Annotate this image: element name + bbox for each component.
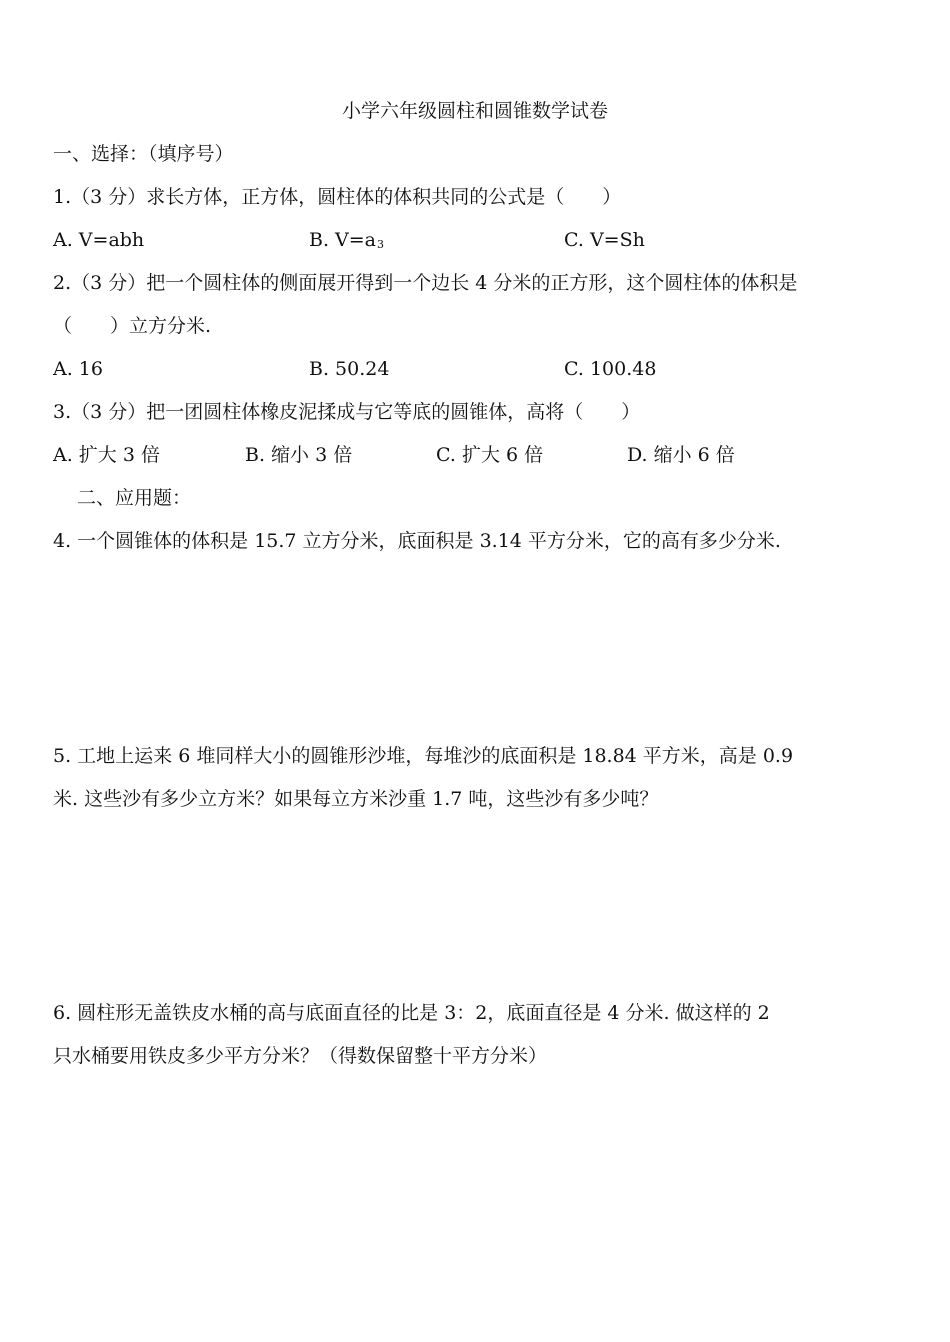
q2-option-c: C. 100.48 [564, 358, 657, 380]
section-two-heading: 二、应用题： [77, 487, 192, 509]
question-3: 3.（3 分）把一团圆柱体橡皮泥揉成与它等底的圆锥体，高将（ ） [53, 401, 641, 423]
q2-option-b: B. 50.24 [309, 358, 390, 380]
section-one-heading: 一、选择：（填序号） [53, 143, 234, 165]
question-2-line-2: （ ）立方分米. [53, 315, 212, 337]
question-4: 4. 一个圆锥体的体积是 15.7 立方分米，底面积是 3.14 平方分米，它的高有多少分米. [53, 530, 781, 552]
q1-option-b-base: B. V=a [309, 229, 377, 251]
q1-option-b-exponent: 3 [377, 238, 385, 251]
question-2-line-1: 2.（3 分）把一个圆柱体的侧面展开得到一个边长 4 分米的正方形，这个圆柱体的体积是 [53, 272, 798, 294]
q3-option-a: A. 扩大 3 倍 [53, 444, 160, 466]
q3-option-c: C. 扩大 6 倍 [436, 444, 544, 466]
q1-option-b [309, 227, 384, 258]
q1-option-c: C. V=Sh [564, 229, 645, 251]
q2-option-a: A. 16 [53, 358, 103, 380]
question-6-line-2: 只水桶要用铁皮多少平方分米？（得数保留整十平方分米） [53, 1045, 548, 1067]
q3-option-b: B. 缩小 3 倍 [245, 444, 353, 466]
q3-option-d: D. 缩小 6 倍 [627, 444, 735, 466]
question-5-line-1: 5. 工地上运来 6 堆同样大小的圆锥形沙堆，每堆沙的底面积是 18.84 平方米，高是 0.9 [53, 745, 794, 767]
question-5-line-2: 米. 这些沙有多少立方米？如果每立方米沙重 1.7 吨，这些沙有多少吨？ [53, 788, 659, 810]
question-6-line-1: 6. 圆柱形无盖铁皮水桶的高与底面直径的比是 3：2，底面直径是 4 分米. 做这样的 2 [53, 1002, 770, 1024]
exam-title: 小学六年级圆柱和圆锥数学试卷 [341, 100, 608, 122]
question-1: 1.（3 分）求长方体，正方体，圆柱体的体积共同的公式是（ ） [53, 186, 622, 208]
q1-option-a: A. V=abh [53, 229, 145, 251]
